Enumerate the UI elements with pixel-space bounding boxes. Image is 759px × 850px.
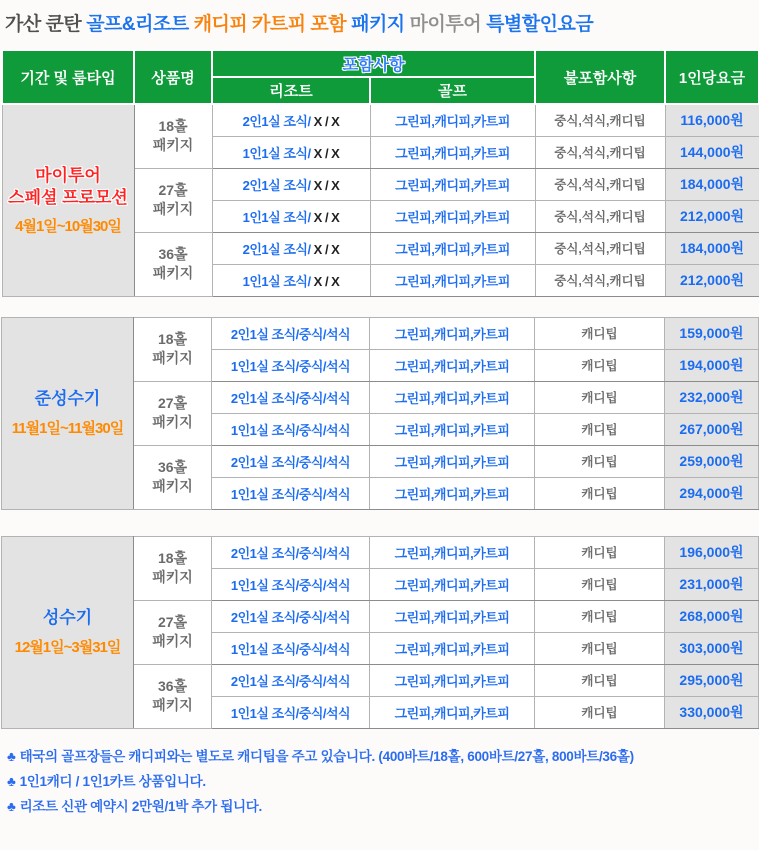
room-meal-text: 1인1실 조식/중식/석식 [230, 422, 351, 438]
room-meal-text: 1인1실 조식/중식/석식 [230, 486, 351, 502]
resort-inclusion [212, 664, 370, 696]
promo-season-rows [2, 104, 759, 296]
table-header [2, 50, 759, 104]
room-meal-text: 2인1실 조식/중식/석식 [230, 673, 351, 689]
season-cell [2, 536, 134, 728]
resort-inclusion [212, 413, 370, 445]
price-per-person: 196,000원 [665, 536, 759, 568]
no-meal-text: X / X [310, 209, 340, 225]
price-per-person: 232,000원 [665, 381, 759, 413]
excluded-items: 캐디팁 [535, 664, 665, 696]
resort-inclusion [212, 232, 370, 264]
header-included-items: 포함사항 [212, 50, 535, 77]
package-row [2, 536, 759, 568]
product-name: 27홀 패키지 [134, 168, 212, 232]
season-date-range: 11월1일~11월30일 [11, 419, 124, 437]
product-name: 27홀 패키지 [134, 381, 212, 445]
room-meal-text: 1인1실 조식/중식/석식 [230, 577, 351, 593]
excluded-items: 중식,석식,캐디팁 [535, 232, 665, 264]
no-meal-text: X / X [310, 241, 340, 257]
product-name: 18홀 패키지 [134, 104, 212, 168]
resort-inclusion [212, 381, 370, 413]
room-meal-text: 1인1실 조식/ [242, 273, 311, 289]
excluded-items: 중식,석식,캐디팁 [535, 104, 665, 136]
excluded-items: 캐디팁 [535, 381, 665, 413]
resort-inclusion [212, 632, 370, 664]
footer-note-text: 리조트 신관 예약시 2만원/1박 추가 됩니다. [19, 798, 262, 814]
title-segment: 마이투어 [409, 14, 482, 35]
excluded-items: 캐디팁 [535, 413, 665, 445]
semi-peak-season-rows [2, 317, 759, 509]
room-meal-text: 2인1실 조식/ [242, 177, 311, 193]
golf-inclusion: 그린피,캐디피,카트피 [370, 413, 535, 445]
price-per-person: 294,000원 [665, 477, 759, 509]
resort-inclusion [212, 317, 370, 349]
golf-inclusion: 그린피,캐디피,카트피 [370, 200, 535, 232]
golf-inclusion: 그린피,캐디피,카트피 [370, 632, 535, 664]
resort-inclusion [212, 445, 370, 477]
resort-inclusion [212, 136, 370, 168]
price-per-person: 330,000원 [665, 696, 759, 728]
golf-inclusion: 그린피,캐디피,카트피 [370, 664, 535, 696]
season-label-line: 성수기 [42, 608, 93, 628]
no-meal-text: X / X [310, 145, 340, 161]
price-per-person: 267,000원 [665, 413, 759, 445]
excluded-items: 캐디팁 [535, 445, 665, 477]
spade-icon: ♣ [7, 773, 16, 789]
resort-inclusion [212, 264, 370, 296]
excluded-items: 중식,석식,캐디팁 [535, 168, 665, 200]
excluded-items: 캐디팁 [535, 632, 665, 664]
golf-inclusion: 그린피,캐디피,카트피 [370, 445, 535, 477]
excluded-items: 중식,석식,캐디팁 [535, 200, 665, 232]
header-excluded-items: 불포함사항 [535, 50, 665, 104]
golf-inclusion: 그린피,캐디피,카트피 [370, 349, 535, 381]
price-per-person: 184,000원 [665, 168, 759, 200]
season-label [2, 607, 133, 629]
price-per-person: 159,000원 [665, 317, 759, 349]
season-date-range: 12월1일~3월31일 [14, 638, 121, 656]
spade-icon: ♣ [7, 798, 16, 814]
room-meal-text: 2인1실 조식/중식/석식 [230, 609, 351, 625]
header-resort: 리조트 [212, 77, 370, 104]
resort-inclusion [212, 104, 370, 136]
season-label [3, 165, 134, 209]
price-per-person: 259,000원 [665, 445, 759, 477]
resort-inclusion [212, 477, 370, 509]
title-segment: 골프&리조트 [86, 14, 189, 35]
product-name: 36홀 패키지 [134, 445, 212, 509]
product-name: 18홀 패키지 [134, 536, 212, 600]
resort-inclusion [212, 600, 370, 632]
season-label-line: 스페셜 프로모션 [8, 187, 128, 207]
page-title [5, 9, 758, 36]
excluded-items: 캐디팁 [535, 600, 665, 632]
product-name: 36홀 패키지 [134, 232, 212, 296]
room-meal-text: 1인1실 조식/ [242, 145, 311, 161]
room-meal-text: 2인1실 조식/중식/석식 [230, 390, 351, 406]
excluded-items: 캐디팁 [535, 696, 665, 728]
golf-inclusion: 그린피,캐디피,카트피 [370, 136, 535, 168]
price-per-person: 303,000원 [665, 632, 759, 664]
golf-inclusion: 그린피,캐디피,카트피 [370, 317, 535, 349]
footer-note [7, 770, 758, 790]
semi-peak-season-table [1, 317, 759, 510]
room-meal-text: 2인1실 조식/중식/석식 [230, 545, 351, 561]
season-label-line: 마이투어 [35, 165, 101, 185]
resort-inclusion [212, 168, 370, 200]
price-per-person: 268,000원 [665, 600, 759, 632]
golf-inclusion: 그린피,캐디피,카트피 [370, 568, 535, 600]
resort-inclusion [212, 349, 370, 381]
resort-inclusion [212, 200, 370, 232]
excluded-items: 캐디팁 [535, 349, 665, 381]
title-segment: 캐디피 카트피 포함 [193, 14, 347, 35]
product-name: 18홀 패키지 [134, 317, 212, 381]
excluded-items: 캐디팁 [535, 536, 665, 568]
no-meal-text: X / X [310, 273, 340, 289]
resort-inclusion [212, 568, 370, 600]
promo-season-table [1, 49, 759, 297]
season-cell [2, 104, 134, 296]
peak-season-rows [2, 536, 759, 728]
title-segment: 특별할인요금 [486, 14, 594, 35]
header-period-room-type: 기간 및 룸타입 [2, 50, 134, 104]
spade-icon: ♣ [7, 748, 16, 764]
price-per-person: 231,000원 [665, 568, 759, 600]
room-meal-text: 2인1실 조식/중식/석식 [230, 326, 351, 342]
product-name: 36홀 패키지 [134, 664, 212, 728]
room-meal-text: 1인1실 조식/중식/석식 [230, 641, 351, 657]
season-label [2, 388, 133, 410]
room-meal-text: 1인1실 조식/중식/석식 [230, 358, 351, 374]
room-meal-text: 2인1실 조식/ [242, 113, 311, 129]
price-per-person: 212,000원 [665, 200, 759, 232]
golf-inclusion: 그린피,캐디피,카트피 [370, 264, 535, 296]
room-meal-text: 1인1실 조식/중식/석식 [230, 705, 351, 721]
header-price-per-person: 1인당요금 [665, 50, 759, 104]
excluded-items: 캐디팁 [535, 477, 665, 509]
excluded-items: 캐디팁 [535, 568, 665, 600]
season-label-line: 준성수기 [34, 389, 101, 409]
golf-inclusion: 그린피,캐디피,카트피 [370, 381, 535, 413]
footer-note [7, 745, 758, 765]
package-row [2, 104, 759, 136]
season-cell [2, 317, 134, 509]
price-per-person: 212,000원 [665, 264, 759, 296]
golf-inclusion: 그린피,캐디피,카트피 [370, 168, 535, 200]
resort-inclusion [212, 696, 370, 728]
golf-inclusion: 그린피,캐디피,카트피 [370, 477, 535, 509]
room-meal-text: 1인1실 조식/ [242, 209, 311, 225]
footer-note-text: 태국의 골프장들은 캐디피와는 별도로 캐디팁을 주고 있습니다. (400바트/18홀, 600바트/27홀, 800바트/36홀) [19, 748, 634, 764]
product-name: 27홀 패키지 [134, 600, 212, 664]
golf-inclusion: 그린피,캐디피,카트피 [370, 536, 535, 568]
golf-inclusion: 그린피,캐디피,카트피 [370, 232, 535, 264]
excluded-items: 중식,석식,캐디팁 [535, 136, 665, 168]
no-meal-text: X / X [310, 177, 340, 193]
excluded-items: 중식,석식,캐디팁 [535, 264, 665, 296]
price-per-person: 295,000원 [665, 664, 759, 696]
resort-inclusion [212, 536, 370, 568]
price-per-person: 184,000원 [665, 232, 759, 264]
room-meal-text: 2인1실 조식/ [242, 241, 311, 257]
price-per-person: 144,000원 [665, 136, 759, 168]
price-per-person: 194,000원 [665, 349, 759, 381]
package-row [2, 317, 759, 349]
golf-inclusion: 그린피,캐디피,카트피 [370, 696, 535, 728]
golf-inclusion: 그린피,캐디피,카트피 [370, 600, 535, 632]
title-segment: 가산 쿤탄 [5, 14, 82, 35]
golf-inclusion: 그린피,캐디피,카트피 [370, 104, 535, 136]
footer-notes [7, 745, 758, 815]
season-date-range: 4월1일~10월30일 [15, 217, 121, 235]
excluded-items: 캐디팁 [535, 317, 665, 349]
footer-note-text: 1인1캐디 / 1인1카트 상품입니다. [19, 773, 206, 789]
header-golf: 골프 [370, 77, 535, 104]
header-product-name: 상품명 [134, 50, 212, 104]
room-meal-text: 2인1실 조식/중식/석식 [230, 454, 351, 470]
no-meal-text: X / X [310, 113, 340, 129]
title-segment: 패키지 [351, 14, 405, 35]
price-per-person: 116,000원 [665, 104, 759, 136]
peak-season-table [1, 536, 759, 729]
footer-note [7, 795, 758, 815]
